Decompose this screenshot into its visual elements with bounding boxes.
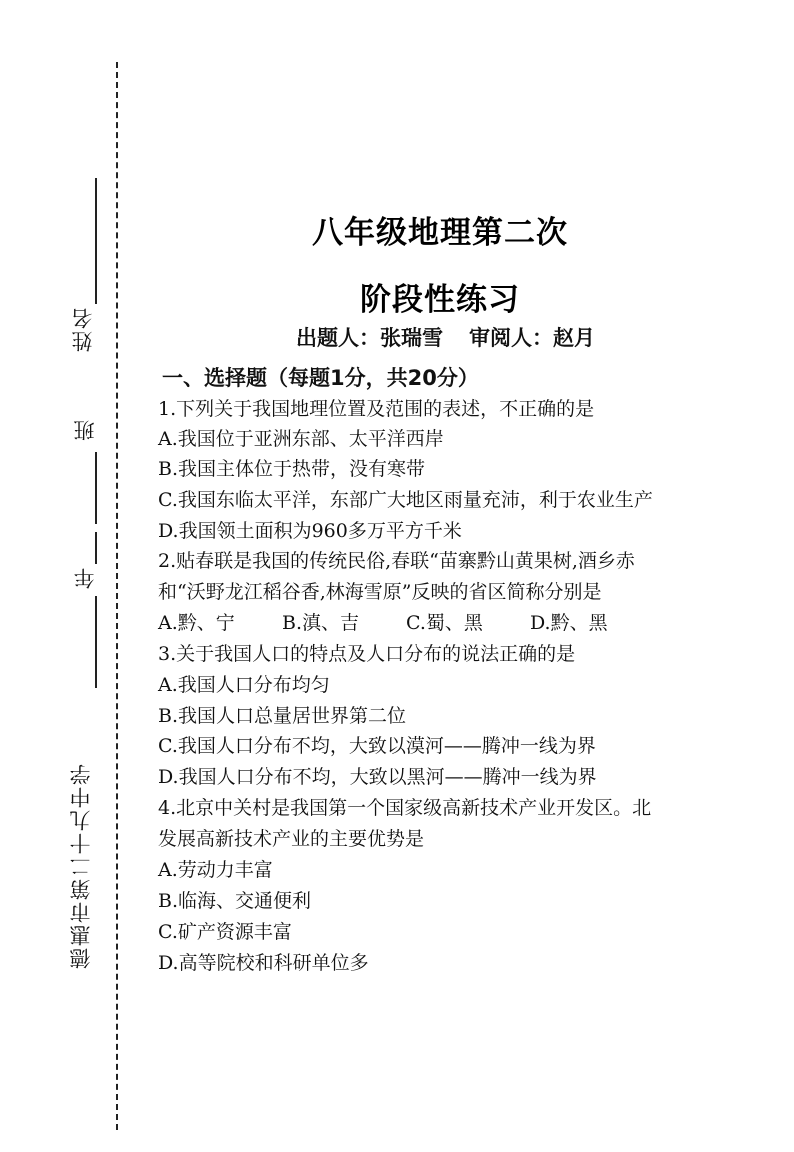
question-1-option-d: D.我国领土面积为960多万平方千米 (158, 520, 462, 542)
grade-blank-line-lower (95, 596, 97, 688)
question-1-option-b: B.我国主体位于热带，没有寒带 (158, 458, 426, 480)
question-2-option-a: A.黔、宁 (158, 612, 235, 634)
title-line-1: 八年级地理第二次 (312, 215, 568, 251)
question-3-stem: 3.关于我国人口的特点及人口分布的说法正确的是 (158, 643, 576, 665)
author: 出题人：张瑞雪 (296, 326, 443, 350)
section-heading: 一、选择题（每题1分，共20分） (162, 366, 479, 390)
question-2-stem-line-1: 2.贴春联是我国的传统民俗,春联“苗寨黔山黄果树,酒乡赤 (158, 550, 635, 572)
class-blank-line (95, 452, 97, 524)
question-1-option-a: A.我国位于亚洲东部、太平洋西岸 (158, 428, 444, 450)
question-2-option-b: B.滇、吉 (282, 612, 360, 634)
question-4-option-a: A.劳动力丰富 (158, 859, 273, 881)
question-4-stem-line-1: 4.北京中关村是我国第一个国家级高新技术产业开发区。北 (158, 797, 652, 819)
question-4-option-c: C.矿产资源丰富 (158, 921, 292, 943)
question-4-stem-line-2: 发展高新技术产业的主要优势是 (158, 828, 425, 850)
name-label: 姓名 (71, 306, 95, 352)
question-2-options (158, 611, 654, 635)
question-2-stem-line-2: 和“沃野龙江稻谷香,林海雪原”反映的省区简称分别是 (158, 581, 602, 603)
grade-blank-line (95, 532, 97, 564)
title-line-2: 阶段性练习 (360, 282, 520, 318)
question-3-option-a: A.我国人口分布均匀 (158, 674, 330, 696)
school-name: 德惠市第二十九中学 (69, 762, 93, 969)
question-2-option-c: C.蜀、黑 (406, 612, 483, 634)
question-3-option-d: D.我国人口分布不均，大致以黑河——腾冲一线为界 (158, 766, 597, 788)
question-4-option-d: D.高等院校和科研单位多 (158, 952, 369, 974)
question-1-option-c: C.我国东临太平洋，东部广大地区雨量充沛，利于农业生产 (158, 489, 653, 511)
question-4-option-b: B.临海、交通便利 (158, 890, 312, 912)
author-line (296, 322, 595, 352)
question-2-option-d: D.黔、黑 (530, 612, 608, 634)
question-1-stem: 1.下列关于我国地理位置及范围的表述，不正确的是 (158, 398, 595, 420)
reviewer: 审阅人：赵月 (469, 326, 595, 350)
question-3-option-b: B.我国人口总量居世界第二位 (158, 705, 407, 727)
grade-label: 年 (73, 566, 97, 589)
class-label: 班 (73, 418, 97, 441)
question-3-option-c: C.我国人口分布不均，大致以漠河——腾冲一线为界 (158, 735, 596, 757)
